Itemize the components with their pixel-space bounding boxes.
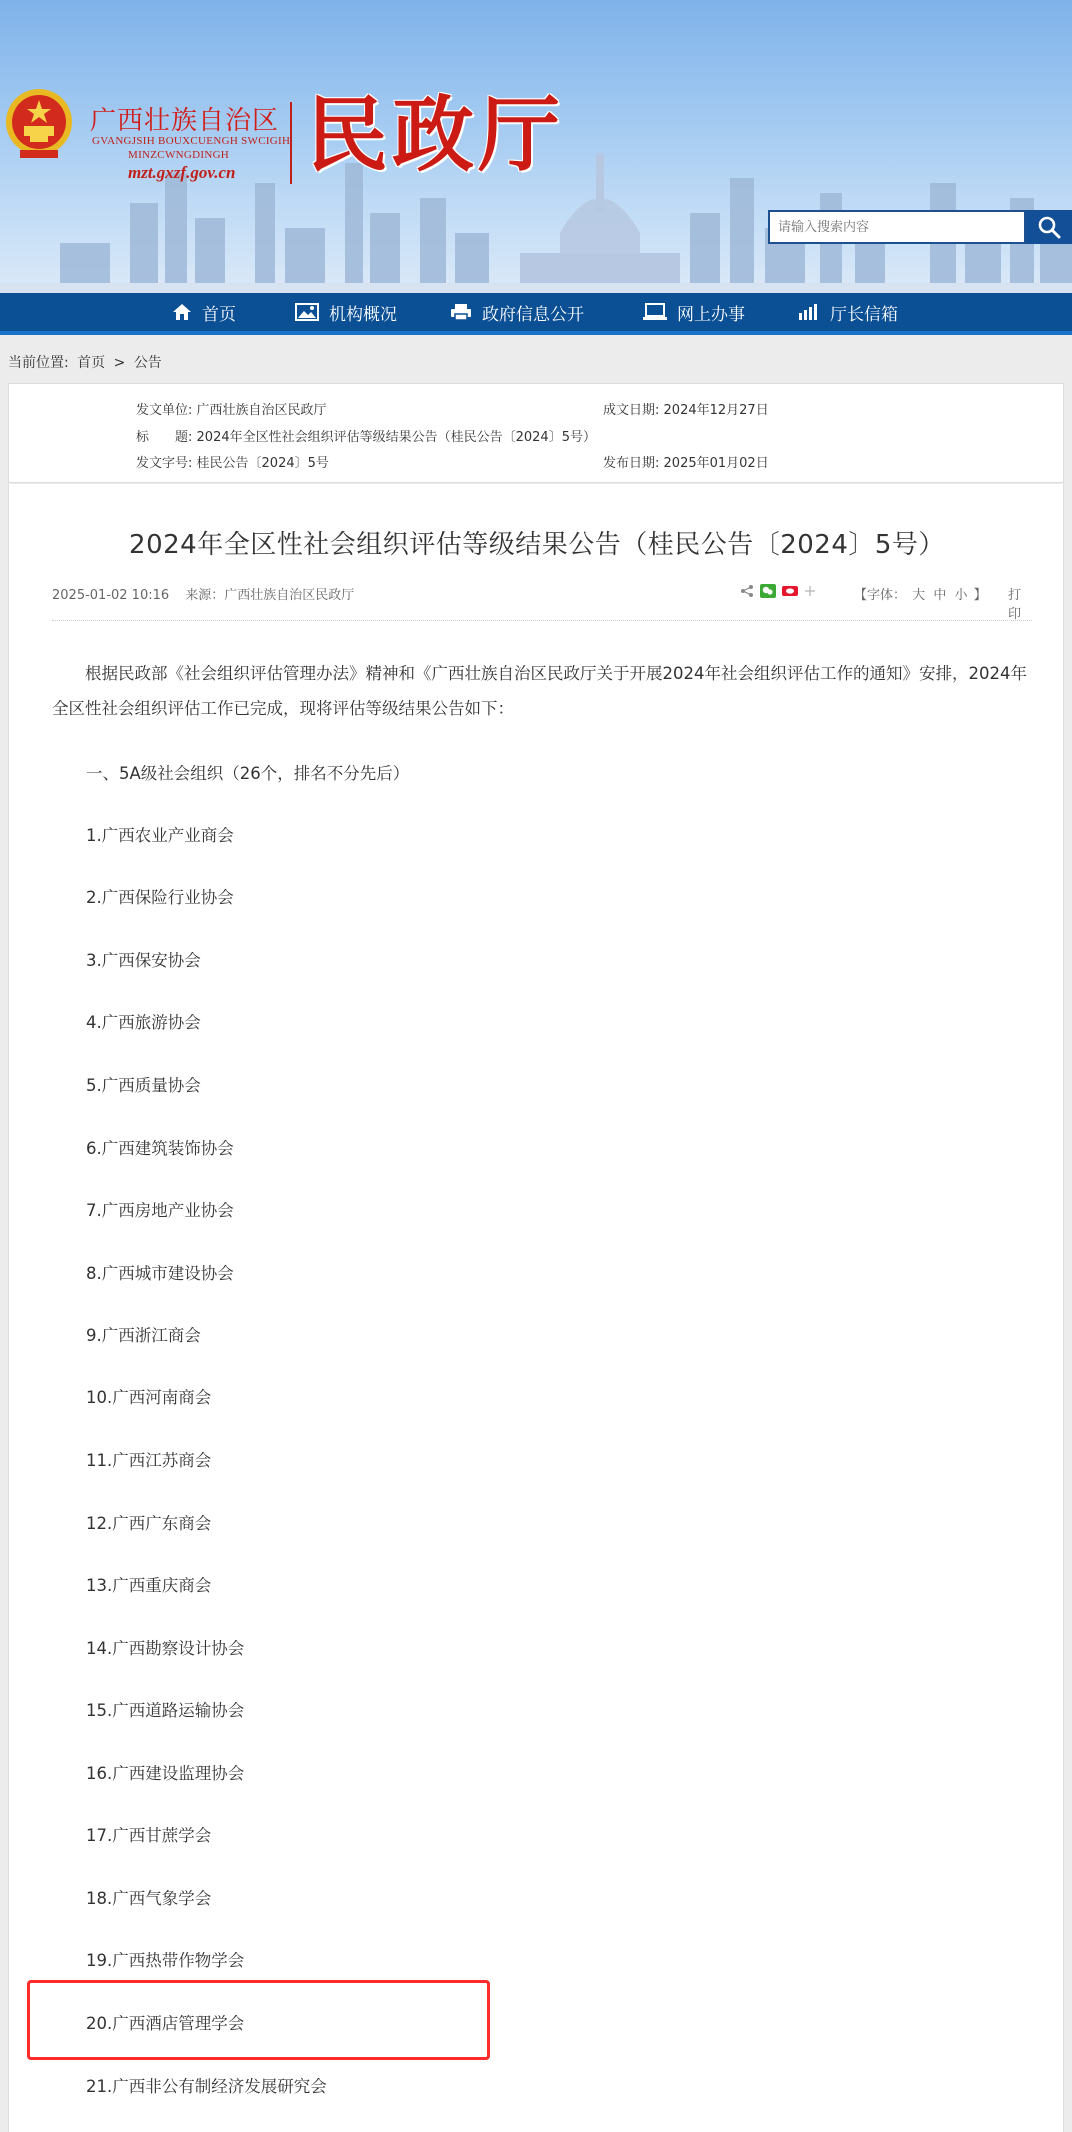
meta-publish-row: [603, 452, 769, 471]
article-info-left: [52, 584, 366, 603]
more-share-icon[interactable]: [804, 585, 816, 597]
print-link[interactable]: 打印: [1008, 588, 1022, 622]
meta-publish-value: 2025年01月02日: [663, 456, 769, 471]
meta-date-label: 成文日期:: [603, 403, 660, 418]
meta-issuer-label: 发文单位:: [136, 403, 193, 418]
picture-icon: [295, 303, 319, 321]
breadcrumb-current-link[interactable]: 公告: [133, 355, 162, 371]
list-item: 3.广西保安协会: [86, 951, 201, 970]
meta-title-row: [136, 426, 596, 445]
article-datetime: 2025-01-02 10:16: [52, 588, 170, 603]
search-button[interactable]: [1026, 210, 1072, 244]
list-item: 6.广西建筑装饰协会: [86, 1139, 234, 1158]
home-icon: [172, 303, 192, 321]
nav-item-label: 厅长信箱: [830, 304, 898, 325]
list-item: 7.广西房地产业协会: [86, 1201, 234, 1220]
list-item: 9.广西浙江商会: [86, 1326, 201, 1345]
search-box: [768, 210, 1026, 244]
bar-chart-icon: [798, 303, 820, 321]
nav-item-label: 首页: [202, 304, 236, 325]
list-item: 5.广西质量协会: [86, 1076, 201, 1095]
wechat-icon[interactable]: [760, 584, 776, 598]
printer-icon: [450, 303, 472, 321]
info-divider: [52, 620, 1032, 621]
list-item: 13.广西重庆商会: [86, 1576, 212, 1595]
brand-title: 民政厅: [306, 87, 565, 183]
meta-title-value: 2024年全区性社会组织评估等级结果公告（桂民公告〔2024〕5号）: [196, 430, 596, 445]
nav-item-label: 政府信息公开: [482, 304, 584, 325]
font-size-prefix: 【字体：: [854, 588, 907, 603]
list-item: 15.广西道路运输协会: [86, 1701, 245, 1720]
site-domain: mzt.gxzf.gov.cn: [128, 163, 236, 182]
meta-docno-label: 发文字号:: [136, 456, 193, 471]
nav-item-organization[interactable]: [295, 293, 397, 331]
nav-item-gov-info[interactable]: [450, 293, 584, 331]
weibo-icon[interactable]: [782, 584, 798, 598]
list-item: 11.广西江苏商会: [86, 1451, 212, 1470]
font-size-control: [854, 584, 987, 603]
nav-item-label: 网上办事: [677, 304, 745, 325]
nav-item-online-service[interactable]: [643, 293, 745, 331]
nav-item-home[interactable]: [172, 293, 236, 331]
highlight-box: [27, 1980, 490, 2060]
site-name-zhuang-line1: GVANGJSIH BOUXCUENGH SWCIGIH: [92, 135, 291, 147]
article-container: [8, 484, 1064, 2132]
meta-docno-row: [136, 452, 329, 471]
list-item: 14.广西勘察设计协会: [86, 1639, 245, 1658]
list-item: 16.广西建设监理协会: [86, 1764, 245, 1783]
share-bar: [740, 584, 816, 598]
meta-date-row: [603, 399, 769, 418]
list-item: 19.广西热带作物学会: [86, 1951, 245, 1970]
article-source: 来源：广西壮族自治区民政厅: [185, 588, 355, 603]
font-size-suffix: 】: [973, 588, 987, 603]
search-input[interactable]: [770, 212, 1024, 242]
breadcrumb-home-link[interactable]: 首页: [77, 355, 106, 371]
share-icon[interactable]: [740, 584, 754, 598]
list-item: 21.广西非公有制经济发展研究会: [86, 2077, 327, 2096]
breadcrumb-separator: >: [113, 355, 126, 371]
site-name-chinese: 广西壮族自治区: [90, 106, 280, 136]
main-nav: [0, 293, 1072, 335]
meta-date-value: 2024年12月27日: [663, 403, 769, 418]
meta-issuer-value: 广西壮族自治区民政厅: [196, 403, 327, 418]
laptop-icon: [643, 303, 667, 321]
header-banner: [0, 0, 1072, 293]
nav-item-director-mailbox[interactable]: [798, 293, 898, 331]
list-item: 4.广西旅游协会: [86, 1013, 201, 1032]
list-item: 10.广西河南商会: [86, 1388, 212, 1407]
nav-item-label: 机构概况: [329, 304, 397, 325]
meta-title-label: 标 题:: [136, 430, 193, 445]
list-item: 12.广西广东商会: [86, 1514, 212, 1533]
meta-docno-value: 桂民公告〔2024〕5号: [196, 456, 329, 471]
article-info-bar: [52, 584, 1032, 622]
breadcrumb-prefix: 当前位置:: [8, 355, 69, 371]
breadcrumb: [8, 352, 166, 372]
section-heading: 一、5A级社会组织（26个，排名不分先后）: [86, 764, 410, 783]
article-intro-paragraph: 根据民政部《社会组织评估管理办法》精神和《广西壮族自治区民政厅关于开展2024年社会组织评估工作的通知》安排，2024年全区性社会组织评估工作已完成，现将评估等级结果公告如下：: [52, 664, 1027, 718]
national-emblem-icon: [2, 86, 76, 162]
font-size-small[interactable]: 小: [954, 588, 968, 603]
meta-issuer-row: [136, 399, 327, 418]
brand-divider: [290, 102, 292, 184]
list-item: 18.广西气象学会: [86, 1889, 212, 1908]
list-item: 8.广西城市建设协会: [86, 1264, 234, 1283]
font-size-large[interactable]: 大: [912, 588, 926, 603]
list-item: 17.广西甘蔗学会: [86, 1826, 212, 1845]
font-size-medium[interactable]: 中: [933, 588, 947, 603]
article-title: 2024年全区性社会组织评估等级结果公告（桂民公告〔2024〕5号）: [129, 530, 945, 560]
search-icon: [1037, 215, 1061, 239]
list-item: 2.广西保险行业协会: [86, 888, 234, 907]
site-name-zhuang-line2: MINZCWNGDINGH: [128, 149, 230, 161]
list-item: 20.广西酒店管理学会: [86, 2014, 245, 2033]
list-item: 1.广西农业产业商会: [86, 826, 234, 845]
document-meta-panel: [8, 383, 1064, 483]
meta-publish-label: 发布日期:: [603, 456, 660, 471]
